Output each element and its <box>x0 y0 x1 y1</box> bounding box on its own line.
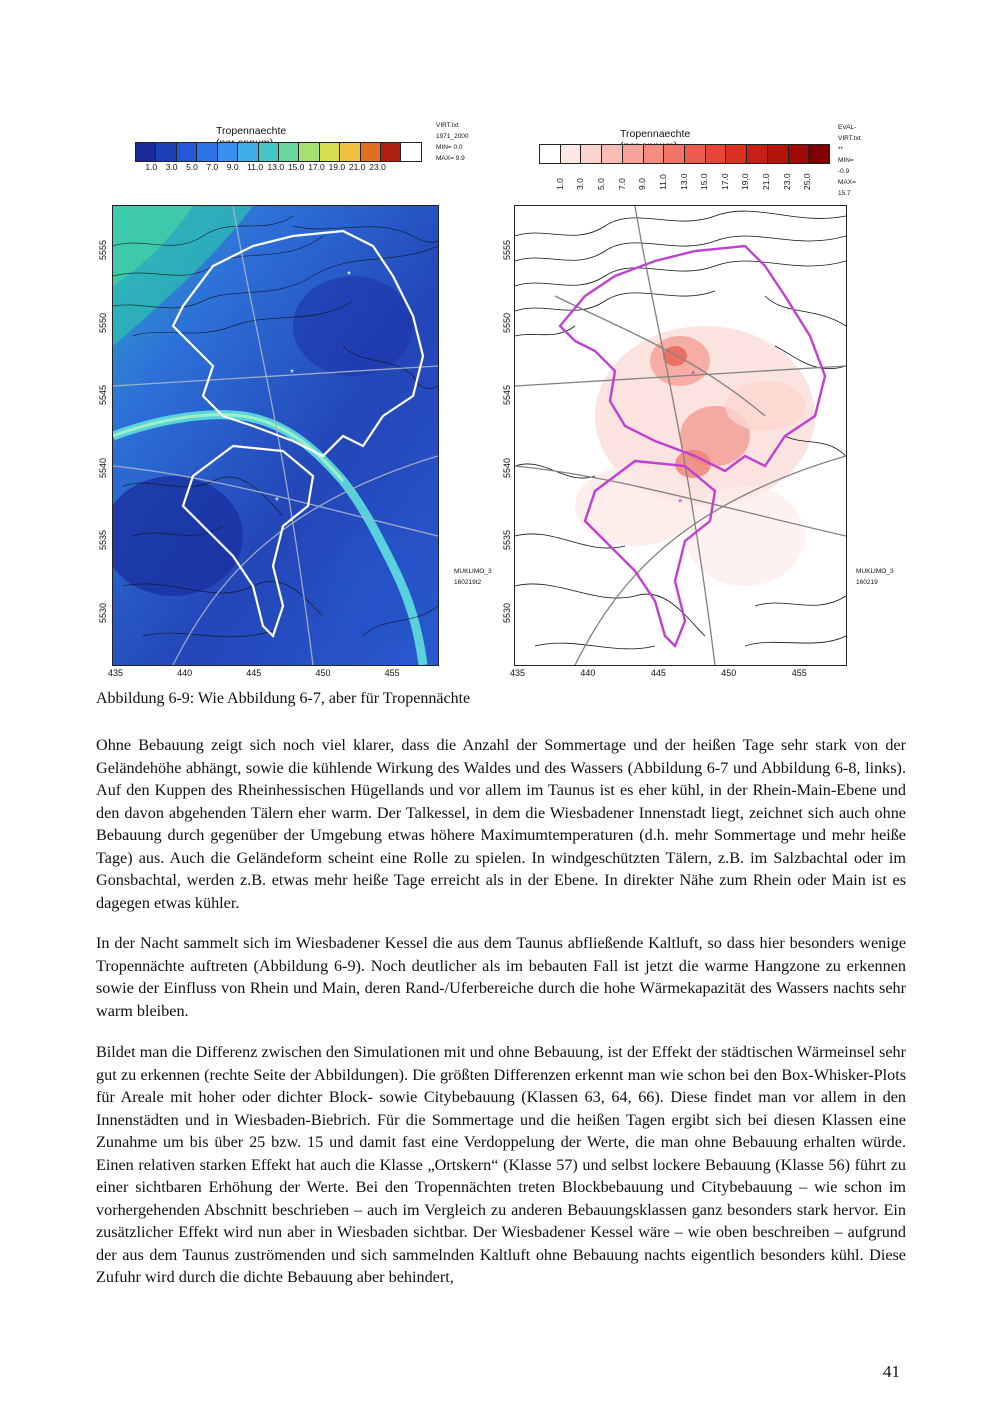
meta-line: MIN= 0.0 <box>436 144 463 151</box>
colorbar-tick-label: 15.0 <box>287 162 305 172</box>
colorbar-swatch <box>561 145 582 163</box>
colorbar-tick-label: 17.0 <box>308 162 325 172</box>
colorbar-ticks-left <box>135 162 420 174</box>
meta-line: MAX= 15.7 <box>838 179 856 197</box>
colorbar-tick-label: 9.0 <box>226 162 239 172</box>
colorbar-tick-label: 21.0 <box>761 173 772 190</box>
colorbar-tick-label: 23.0 <box>781 173 792 190</box>
colorbar-tick-label: 13.0 <box>267 162 285 172</box>
colorbar-tick-label: 11.0 <box>247 162 264 172</box>
x-axis-label: 440 <box>580 668 596 678</box>
colorbar-swatch <box>381 143 401 161</box>
colorbar-swatch <box>540 145 561 163</box>
y-axis-label: 5530 <box>98 602 108 623</box>
paragraph-1 <box>96 734 906 914</box>
colorbar-tick-label: 5.0 <box>186 162 198 172</box>
colorbar-swatch <box>156 143 176 161</box>
colorbar-swatch <box>706 145 727 163</box>
colorbar-tick-label: 17.0 <box>719 173 730 190</box>
svg-text:*: * <box>347 270 351 281</box>
colorbar-swatch <box>581 145 602 163</box>
colorbar-swatch <box>685 145 706 163</box>
meta-line: EVAL-VIRT.txt <box>838 124 861 142</box>
model-id: 160219 <box>856 579 878 586</box>
colorbar-tick-label: 3.0 <box>575 178 586 190</box>
colorbar-tick-label: 15.0 <box>699 173 710 190</box>
meta-line: VIRT.txt <box>436 122 459 129</box>
colorbar-swatch <box>279 143 299 161</box>
svg-text:*: * <box>290 368 294 379</box>
paragraph-text: Bildet man die Differenz zwischen den Simulationen mit und ohne Bebauung, ist der Effekt der städtischen Wärmeinsel sehr gut zu erkennen (rechte Seite der Abbildungen). Die größten Differenzen erkennt man wie schon bei den Box-Whisker-Plots für Areale mit hoher oder dichter Block- sowie Citybebauung (Klassen 63, 64, 66). Diese findet man vor allem in den Innenstädten und in Wiesbaden-Biebrich. Für die Sommertage und die heißen Tagen ergibt sich bei diesen Klassen eine Zunahme um bis über 25 bzw. 15 und damit fast eine Verdoppelung der Werte, die man ohne Bebauung erhalten würde. Einen relativen starken Effekt hat auch die Klasse „Ortskern“ (Klasse 57) und selbst lockere Bebauung (Klasse 56) führt zu einer sichtbaren Erhöhung der Werte. Bei den Tropennächten treten Blockbebauung und Citybebauung – wie schon im vorhergehenden Abschnitt beschrieben – auch im Vergleich zu anderen Bebauungsklassen ganz besonders stark hervor. Ein zusätzlicher Effekt wird nun aber in Wiesbaden sichtbar. Der Wiesbadener Kessel wäre – wie oben beschreiben – aufgrund der aus dem Taunus zuströmenden und sich sammelnden Kaltluft ohne Bebauung nachts eigentlich besonders kühl. Diese Zufuhr wird durch die dichte Bebauung aber behindert, <box>96 1043 906 1286</box>
colorbar-swatch <box>747 145 768 163</box>
y-axis-label: 5535 <box>502 530 512 551</box>
legend-title-right: Tropennaechte <box>620 128 691 140</box>
map-right-svg <box>515 206 846 665</box>
colorbar-swatch <box>136 143 156 161</box>
colorbar-swatch <box>789 145 810 163</box>
colorbar-tick-label: 21.0 <box>348 162 366 172</box>
colorbar-swatch <box>259 143 279 161</box>
y-axis-label: 5545 <box>502 385 512 406</box>
colorbar-tick-label: 19.0 <box>328 162 346 172</box>
colorbar-tick-label: 11.0 <box>657 174 668 190</box>
x-axis-label: 435 <box>108 668 124 678</box>
colorbar-swatch <box>623 145 644 163</box>
colorbar-tick-label: 25.0 <box>802 173 813 190</box>
figure-caption: Abbildung 6-9: Wie Abbildung 6-7, aber für Tropennächte <box>96 690 471 707</box>
x-axis-label: 455 <box>384 668 400 678</box>
model-id: 160219t2 <box>454 579 482 586</box>
x-axis-label: 435 <box>510 668 526 678</box>
colorbar-tick-label: 1.0 <box>554 178 565 190</box>
colorbar-swatch <box>340 143 360 161</box>
y-axis-label: 5545 <box>98 385 108 406</box>
y-axis-label: 5550 <box>502 312 512 333</box>
colorbar-tick-label: 7.0 <box>206 162 219 172</box>
colorbar-swatch <box>602 145 623 163</box>
paragraph-2 <box>96 932 906 1022</box>
colorbar-left <box>135 142 422 162</box>
meta-line: 1971_2000 <box>436 133 469 140</box>
colorbar-swatch <box>768 145 789 163</box>
svg-text:*: * <box>275 496 279 507</box>
model-left <box>454 566 492 588</box>
meta-line: MIN= -0.9 <box>838 157 854 175</box>
x-axis-left <box>108 668 437 680</box>
colorbar-swatch <box>177 143 197 161</box>
colorbar-swatch <box>809 145 829 163</box>
map-left <box>112 205 439 666</box>
page-number: 41 <box>883 1362 900 1381</box>
colorbar-tick-label: 13.0 <box>678 173 689 190</box>
model-label: MUKLIMO_3 <box>856 568 894 575</box>
y-axis-label: 5555 <box>502 239 512 260</box>
x-axis-label: 450 <box>721 668 737 678</box>
colorbar-tick-label: 19.0 <box>740 173 751 190</box>
x-axis-label: 450 <box>315 668 331 678</box>
y-axis-label: 5540 <box>98 457 108 478</box>
svg-text:*: * <box>691 369 696 381</box>
colorbar-swatch <box>664 145 685 163</box>
colorbar-tick-label: 7.0 <box>616 178 627 190</box>
x-axis-right <box>510 668 845 680</box>
paragraph-text: In der Nacht sammelt sich im Wiesbadener Kessel die aus dem Taunus abfließende Kaltluft, so dass hier besonders wenige Tropennächte auftreten (Abbildung 6-9). Noch deutlicher als im bebauten Fall ist jetzt die warme Hangzone zu erkennen sowie der Einfluss von Rhein und Main, deren Rand-/Uferbereiche durch die hohe Wärmekapazität des Wassers nachts sehr warm bleiben. <box>96 934 906 1020</box>
colorbar-tick-label: 1.0 <box>145 162 158 172</box>
colorbar-swatch <box>197 143 217 161</box>
model-label: MUKLIMO_3 <box>454 568 492 575</box>
x-axis-label: 445 <box>246 668 262 678</box>
y-axis-label: 5555 <box>98 239 108 260</box>
colorbar-swatch <box>361 143 381 161</box>
y-axis-label: 5535 <box>98 530 108 551</box>
map-left-svg <box>113 206 438 665</box>
colorbar-tick-label: 5.0 <box>595 178 606 190</box>
y-axis-left <box>98 205 112 664</box>
y-axis-label: 5540 <box>502 457 512 478</box>
x-axis-label: 445 <box>650 668 666 678</box>
y-axis-right <box>502 205 516 664</box>
y-axis-label: 5550 <box>98 312 108 333</box>
colorbar-tick-label: 3.0 <box>165 162 178 172</box>
colorbar-swatch <box>401 143 420 161</box>
paragraph-3 <box>96 1041 906 1289</box>
colorbar-swatch <box>238 143 258 161</box>
model-right <box>856 566 894 588</box>
meta-left <box>436 120 469 164</box>
colorbar-swatch <box>320 143 340 161</box>
map-right <box>514 205 847 666</box>
colorbar-right <box>539 144 830 164</box>
svg-text:*: * <box>678 497 683 509</box>
paragraph-text: Ohne Bebauung zeigt sich noch viel klarer, dass die Anzahl der Sommertage und der heißen Tage sehr stark von der Geländehöhe abhängt, sowie die kühlende Wirkung des Waldes und des Wassers (Abbildung 6-7 und Abbildung 6-8, links). Auf den Kuppen des Rheinhessischen Hügellands und vor allem im Taunus ist es eher kühl, in der Rhein-Main-Ebene und den davon abgehenden Tälern eher warm. Der Talkessel, in dem die Wiesbadener Innenstadt liegt, zeichnet sich auch ohne Bebauung durch gegenüber der Umgebung etwas höhere Maximumtemperaturen (d.h. mehr Sommertage und mehr heiße Tage) aus. Auch die Geländeform scheint eine Rolle zu spielen. In windgeschützten Tälern, z.B. im Salzbachtal oder im Gonsbachtal, werden z.B. etwas mehr heiße Tage erreicht als in der Ebene. In direkter Nähe zum Rhein oder Main ist es dagegen etwas kühler. <box>96 736 906 912</box>
colorbar-tick-label: 9.0 <box>637 178 648 190</box>
colorbar-swatch <box>726 145 747 163</box>
y-axis-label: 5530 <box>502 602 512 623</box>
colorbar-swatch <box>644 145 665 163</box>
legend-title-left: Tropennaechte <box>216 125 287 137</box>
colorbar-swatch <box>299 143 319 161</box>
colorbar-tick-label: 23.0 <box>369 162 386 172</box>
meta-line: MAX= 9.9 <box>436 155 465 162</box>
meta-right <box>838 122 861 199</box>
colorbar-swatch <box>218 143 238 161</box>
meta-line: ** <box>838 146 844 153</box>
colorbar-ticks-right <box>539 164 828 192</box>
x-axis-label: 440 <box>177 668 193 678</box>
x-axis-label: 455 <box>791 668 807 678</box>
